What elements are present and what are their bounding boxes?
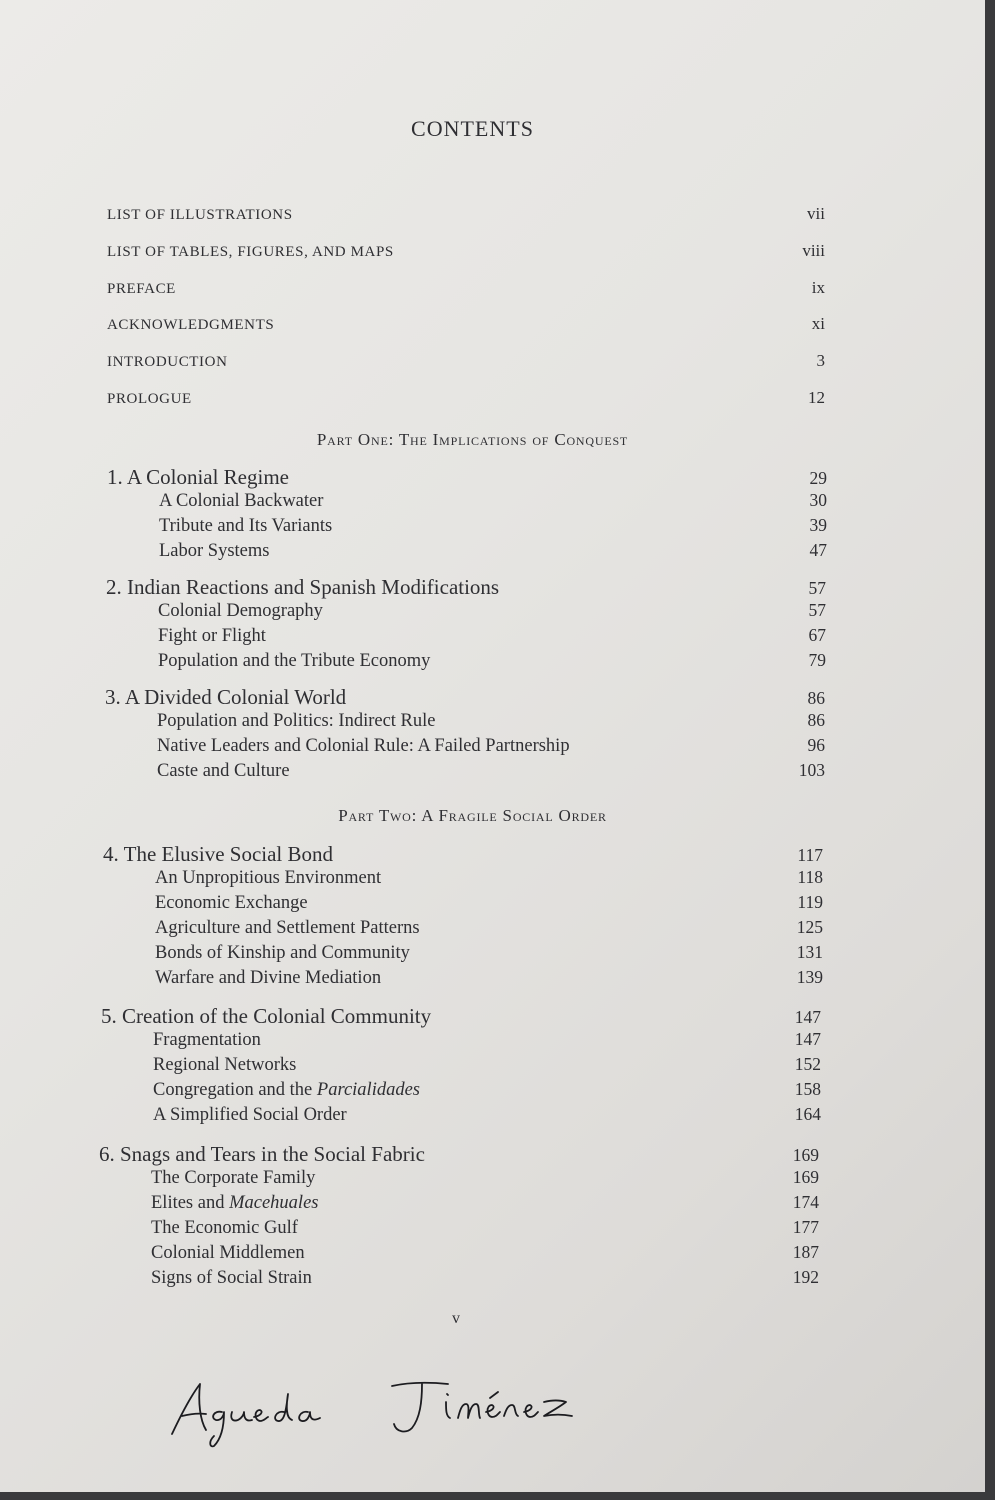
section-entry [107,490,827,515]
section-title: Signs of Social Strain [151,1268,312,1288]
section-page: 139 [796,967,823,987]
entry-label: LIST OF TABLES, FIGURES, AND MAPS [107,243,394,260]
section-title: The Economic Gulf [151,1218,298,1238]
section-title: Colonial Demography [158,601,323,621]
section-page: 169 [792,1167,819,1187]
front-matter-entry [107,278,825,315]
section-entry [105,760,825,785]
section-entry [103,967,823,992]
chapter-page: 29 [809,468,827,488]
handwritten-signature [160,1372,630,1452]
section-page: 96 [807,735,825,755]
section-entry [107,515,827,540]
chapter-entry [101,1004,821,1029]
entry-page: viii [802,240,825,260]
section-title: Fragmentation [153,1030,261,1050]
section-page: 158 [794,1079,821,1099]
section-title: Caste and Culture [157,761,290,781]
entry-page: xi [811,314,825,334]
chapter-entry [99,1142,819,1167]
section-entry [103,892,823,917]
chapter-page: 57 [808,578,826,598]
section-page: 177 [792,1217,819,1237]
contents-heading: CONTENTS [411,116,534,141]
section-page: 164 [794,1104,821,1124]
section-page: 152 [794,1054,821,1074]
chapter-page: 147 [794,1007,821,1027]
section-title: Labor Systems [159,541,270,561]
section-title: An Unpropitious Environment [155,868,382,888]
section-title [99,1193,318,1214]
section-entry [106,650,826,675]
section-page: 67 [808,625,826,645]
entry-label: ACKNOWLEDGMENTS [107,317,275,334]
section-page: 192 [792,1267,819,1287]
section-title-italic: Parcialidades [316,1080,420,1100]
front-matter-entry [107,351,825,388]
chapter-page: 86 [807,688,825,708]
page-folio: v [452,1310,460,1327]
section-entry [103,917,823,942]
chapter-title: 6. Snags and Tears in the Social Fabric [99,1142,425,1166]
section-entry [99,1242,819,1267]
entry-label: PREFACE [107,280,176,297]
section-entry [99,1192,819,1217]
section-title: Economic Exchange [155,893,308,913]
section-title: Warfare and Divine Mediation [155,968,382,988]
section-title-text: Congregation and the [153,1080,317,1100]
section-entry [103,942,823,967]
section-title: Colonial Middlemen [151,1243,305,1263]
section-entry [99,1167,819,1192]
chapter-entry [103,842,823,867]
chapter-block [103,842,823,992]
part-one-heading: Part One: The Implications of Conquest [316,430,629,449]
section-page: 125 [796,917,823,937]
chapter-title: 1. A Colonial Regime [107,465,289,489]
section-entry [105,710,825,735]
section-entry [106,600,826,625]
chapter-entry [106,575,826,600]
section-title: A Colonial Backwater [159,491,324,511]
section-entry [105,735,825,760]
section-entry [101,1029,821,1054]
entry-label: PROLOGUE [107,390,192,407]
section-page: 118 [797,867,823,887]
section-page: 86 [807,710,825,730]
section-page: 119 [797,892,823,912]
section-title: Fight or Flight [158,626,266,646]
front-matter-entry [107,241,825,278]
section-title-text: Elites and [151,1193,230,1213]
chapter-page: 169 [792,1145,819,1165]
section-title: Bonds of Kinship and Community [155,943,410,963]
front-matter-entry [107,388,825,425]
section-title: Regional Networks [153,1055,297,1075]
section-entry [103,867,823,892]
section-title: Tribute and Its Variants [159,516,333,536]
chapter-title: 2. Indian Reactions and Spanish Modifications [106,575,500,599]
chapter-title: 4. The Elusive Social Bond [103,842,334,866]
section-page: 79 [808,650,826,670]
chapter-block [107,465,827,565]
chapter-title: 5. Creation of the Colonial Community [101,1004,432,1028]
section-page: 57 [808,600,826,620]
entry-page: 3 [816,351,825,371]
section-entry [99,1267,819,1292]
part-two-heading: Part Two: A Fragile Social Order [338,806,607,825]
section-title: A Simplified Social Order [153,1105,347,1125]
section-entry [101,1079,821,1104]
section-page: 147 [794,1029,821,1049]
section-page: 39 [809,515,827,535]
chapter-block [101,1004,821,1129]
chapter-page: 117 [797,845,823,865]
section-entry [106,625,826,650]
entry-page: vii [807,204,825,223]
section-entry [101,1054,821,1079]
chapter-entry [105,685,825,710]
section-title: Native Leaders and Colonial Rule: A Failed Partnership [157,736,570,756]
section-title: Agriculture and Settlement Patterns [155,918,420,938]
chapter-block [105,685,825,785]
entry-label: LIST OF ILLUSTRATIONS [107,207,293,223]
entry-page: 12 [808,387,825,407]
section-title: The Corporate Family [151,1168,316,1188]
section-page: 103 [798,760,825,780]
section-page: 131 [796,942,823,962]
front-matter-list [107,204,825,425]
section-entry [99,1217,819,1242]
chapter-title: 3. A Divided Colonial World [105,685,347,709]
front-matter-entry [107,204,825,241]
entry-label: INTRODUCTION [107,354,228,371]
chapter-entry [107,465,827,490]
section-page: 30 [809,490,827,510]
front-matter-entry [107,314,825,351]
chapter-block [99,1142,819,1292]
entry-page: ix [811,277,825,297]
section-entry [101,1104,821,1129]
section-title: Population and Politics: Indirect Rule [157,711,436,731]
section-page: 47 [809,540,827,560]
section-entry [107,540,827,565]
section-title: Population and the Tribute Economy [158,651,431,671]
chapter-block [106,575,826,675]
section-page: 174 [792,1192,819,1212]
section-title [101,1080,420,1101]
section-page: 187 [792,1242,819,1262]
section-title-italic: Macehuales [229,1193,319,1213]
